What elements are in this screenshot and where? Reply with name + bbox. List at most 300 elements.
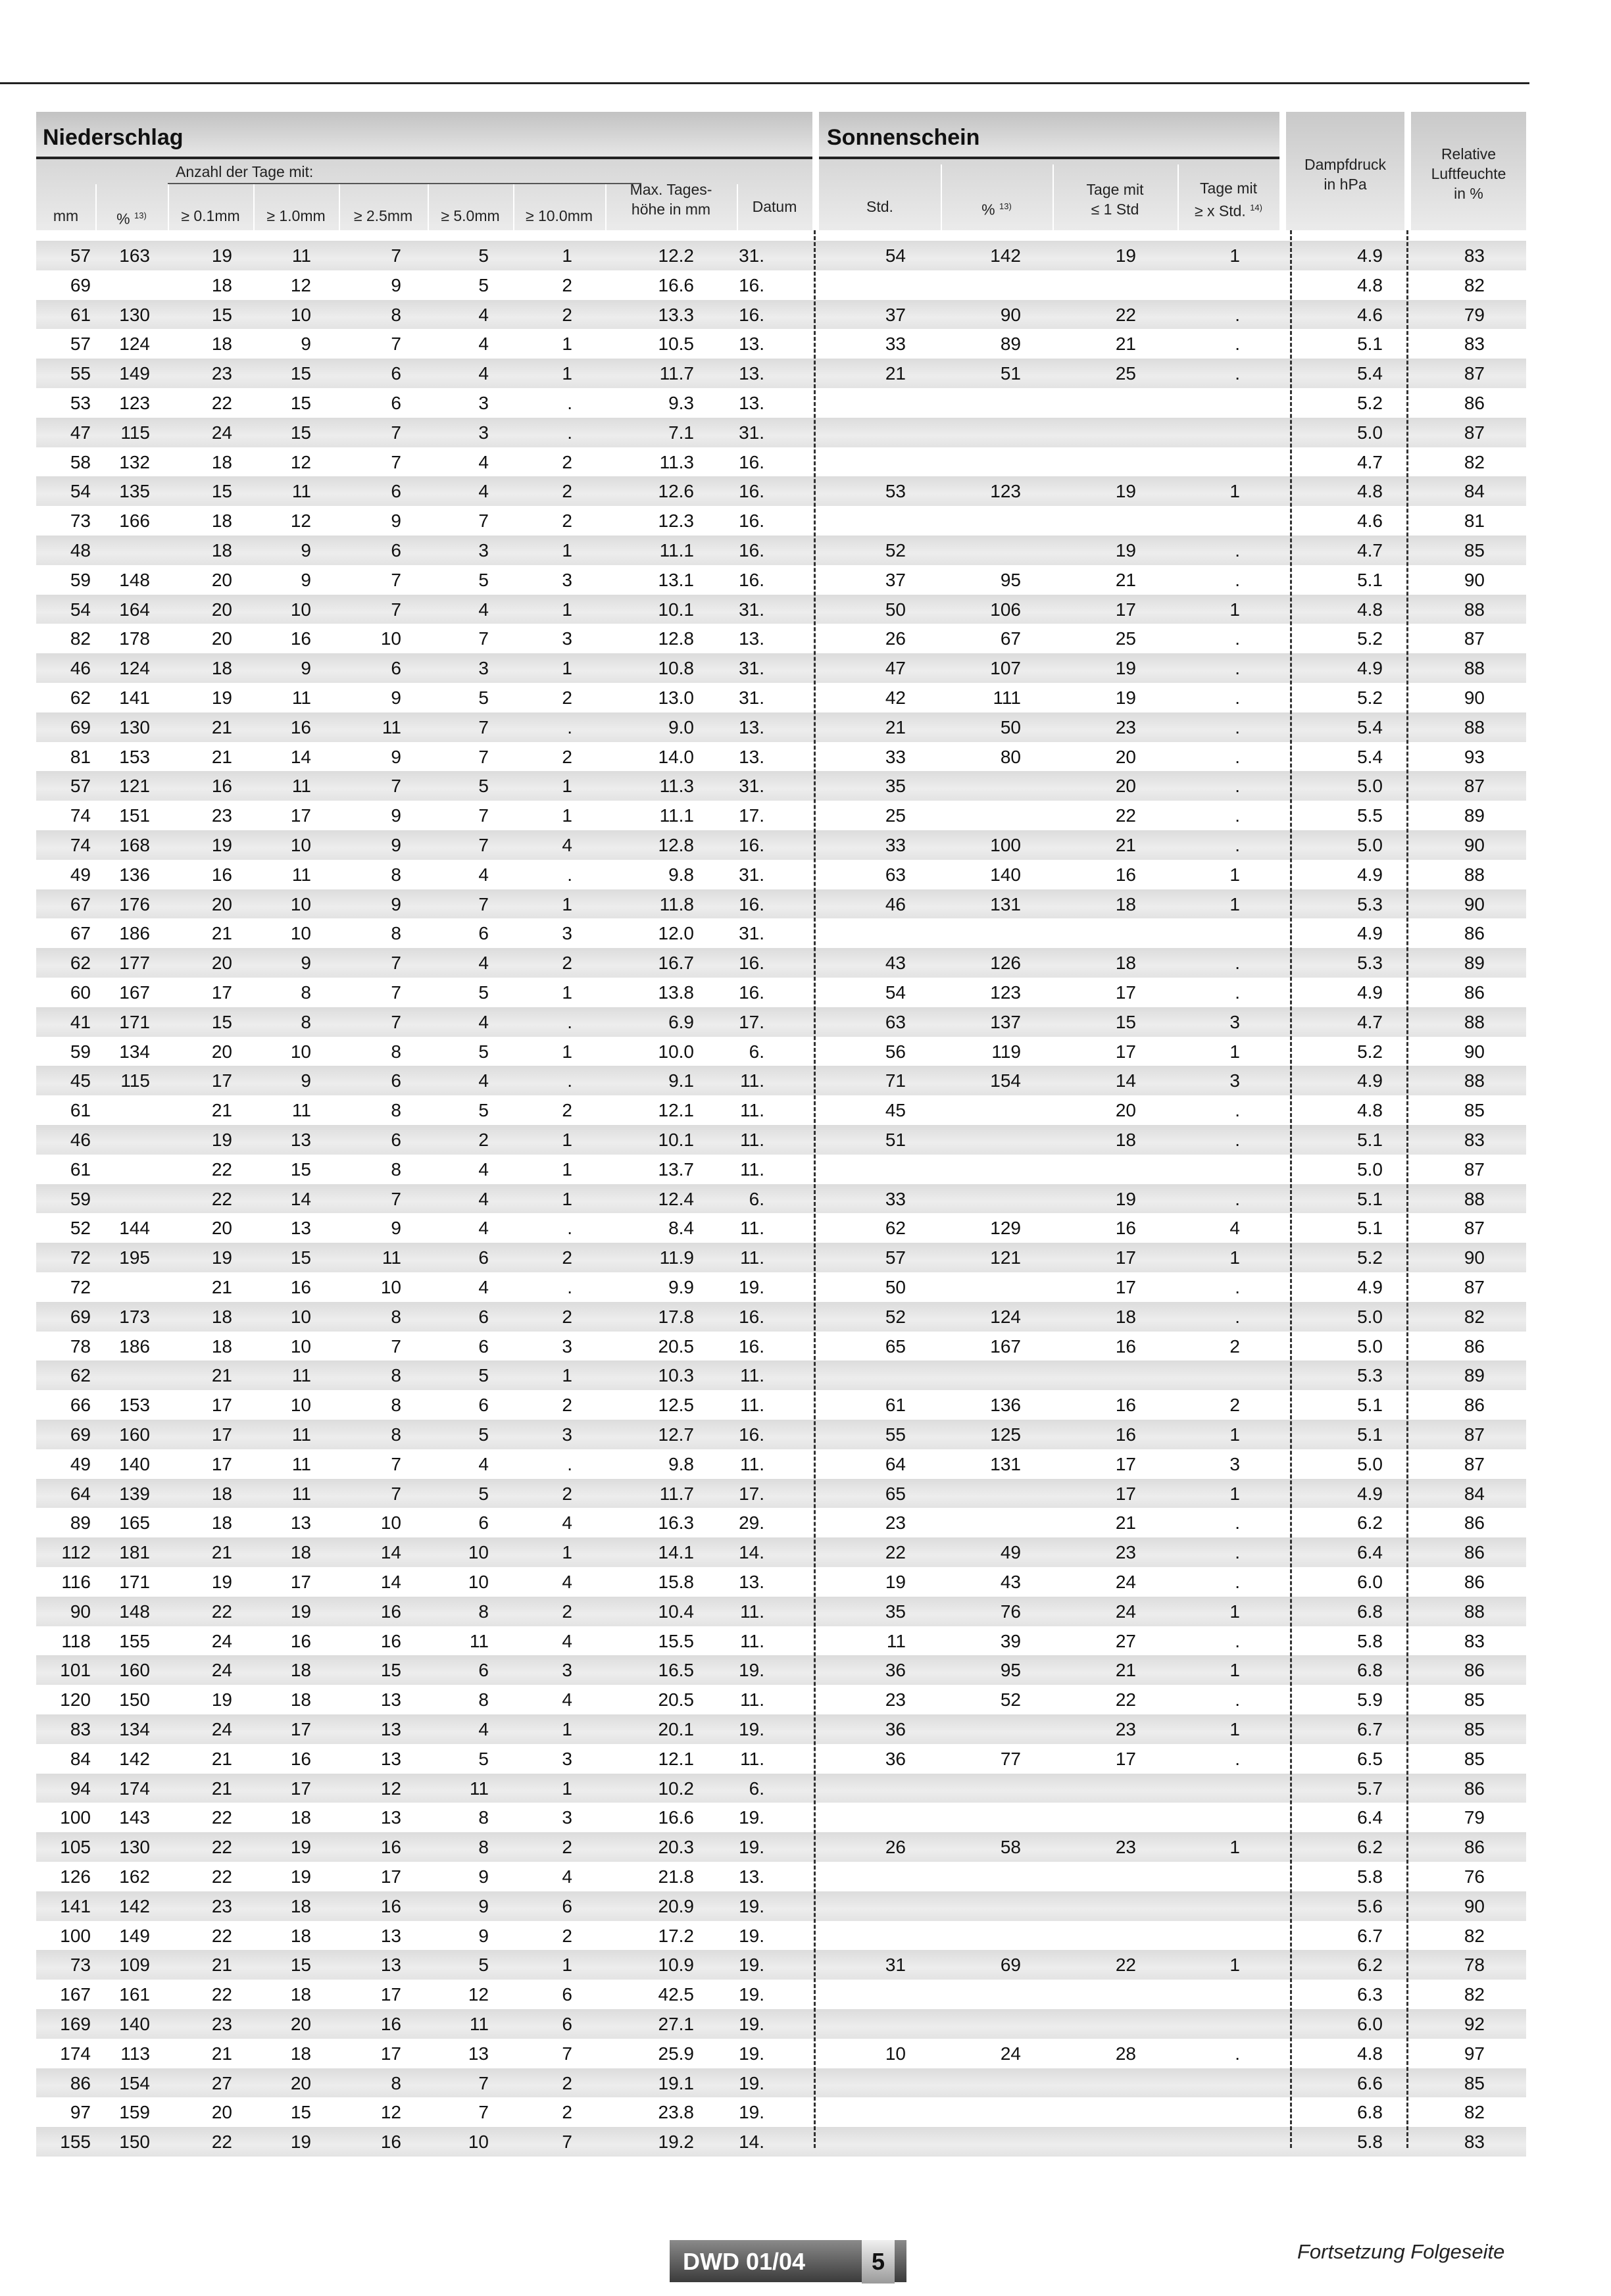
cell-d100: . [567,1011,572,1032]
table-row [36,2009,1526,2039]
cell-d50: 5 [478,1041,489,1062]
cell-datum: 6. [749,1188,764,1209]
cell-tage1: 16 [1115,1395,1136,1416]
cell-d10: 10 [290,1306,311,1327]
table-row [36,1685,1526,1714]
cell-d25: 8 [391,1100,401,1121]
cell-datum: 13. [739,1572,764,1592]
cell-dampf: 4.7 [1357,1011,1383,1032]
cell-d10: 16 [290,628,311,649]
cell-spct: 50 [1000,716,1021,737]
cell-mm: 48 [70,540,91,561]
cell-rel: 86 [1464,1660,1485,1681]
cell-d50: 7 [478,746,489,767]
cell-max: 13.7 [658,1159,694,1180]
cell-d50: 4 [478,1277,489,1297]
cell-d50: 8 [478,1601,489,1622]
cell-d50: 7 [478,805,489,826]
cell-tage2 [1161,1862,1240,1891]
cell-d01: 19 [211,1572,232,1592]
cell-mm: 141 [60,1895,91,1916]
cell-tage2: 1 [1229,599,1240,620]
cell-mm: 61 [70,1100,91,1121]
cell-dampf: 6.3 [1357,1984,1383,2005]
cell-spct: 80 [1000,746,1021,767]
cell-tage2: . [1235,1512,1240,1534]
table-row [36,1655,1526,1685]
cell-rel: 84 [1464,481,1485,502]
cell-datum: 16. [739,835,764,855]
cell-tage2 [1161,918,1240,948]
cell-mm: 100 [60,1925,91,1946]
header-dampf-1: Dampfdruck [1304,156,1386,173]
cell-d100: . [567,1277,572,1297]
cell-datum: 31. [739,864,764,885]
cell-spct [942,1125,1021,1155]
table-row [36,889,1526,919]
cell-std: 63 [885,1011,906,1032]
cell-dampf: 5.2 [1357,1041,1383,1062]
header-spct [941,197,1053,219]
cell-pct: 115 [120,422,150,443]
cell-spct: 124 [990,1306,1021,1327]
cell-d50: 11 [469,2014,489,2034]
table-row [36,1921,1526,1951]
cell-d25: 16 [380,1895,401,1916]
cell-d10: 17 [290,1778,311,1799]
cell-pct: 148 [119,569,150,590]
cell-pct: 167 [119,982,150,1003]
cell-tage1: 18 [1115,1306,1136,1327]
cell-d01: 22 [211,1837,232,1858]
cell-d25: 7 [391,422,401,443]
cell-rel: 90 [1464,1247,1485,1268]
cell-spct: 90 [1000,304,1021,325]
cell-tage1: 28 [1115,2043,1136,2064]
cell-mm: 118 [61,1630,91,1651]
cell-d50: 3 [478,393,489,413]
cell-tage1 [1057,388,1136,418]
cell-dampf: 5.0 [1357,422,1383,443]
cell-pct: 153 [119,1395,150,1416]
header-d25: ≥ 2.5mm [353,207,413,224]
cell-mm: 49 [70,1453,91,1474]
table-row [36,1626,1526,1656]
cell-d100: 1 [562,1365,572,1386]
cell-dampf: 6.6 [1357,2072,1383,2093]
luftfeuchte-header [1411,112,1526,230]
cell-std: 33 [885,1188,906,1209]
cell-std [827,1891,906,1921]
cell-tage1: 17 [1115,1041,1136,1062]
cell-datum: 19. [739,2072,764,2093]
cell-tage1: 21 [1115,569,1136,590]
cell-datum: 19. [739,1719,764,1739]
cell-d01: 23 [211,1895,232,1916]
table-row [36,1007,1526,1037]
cell-d100: 3 [562,1807,572,1828]
header-max-1: Max. Tages- [630,181,712,198]
cell-tage1 [1057,418,1136,447]
cell-d50: 4 [478,363,489,384]
cell-d25: 8 [391,864,401,885]
cell-mm: 62 [70,1365,91,1386]
cell-spct [942,2068,1021,2098]
cell-tage1: 25 [1115,363,1136,384]
cell-dampf: 6.7 [1357,1719,1383,1739]
cell-d25: 13 [380,1748,401,1769]
cell-pct: 174 [119,1778,150,1799]
cell-tage1: 18 [1115,953,1136,974]
cell-d50: 5 [478,1100,489,1121]
cell-rel: 87 [1464,1218,1485,1239]
cell-spct: 123 [990,982,1021,1003]
cell-datum: 16. [739,481,764,502]
cell-d10: 16 [290,1630,311,1651]
cell-datum: 16. [739,1424,764,1445]
cell-d50: 9 [478,1925,489,1946]
table-row [36,1597,1526,1626]
cell-spct: 154 [990,1070,1021,1091]
cell-rel: 87 [1464,1424,1485,1445]
cell-mm: 112 [61,1542,91,1563]
header-max-2: höhe in mm [631,201,711,218]
cell-mm: 69 [70,1424,91,1445]
cell-d01: 18 [211,1335,232,1357]
cell-tage2: 1 [1229,893,1240,914]
cell-dampf: 5.1 [1357,1424,1383,1445]
cell-mm: 120 [60,1689,91,1710]
cell-d50: 4 [478,1159,489,1180]
cell-std: 36 [885,1719,906,1739]
cell-mm: 52 [70,1218,91,1239]
cell-d50: 5 [478,245,489,266]
cell-mm: 97 [70,2102,91,2123]
cell-tage1: 14 [1115,1070,1136,1091]
cell-tage1: 17 [1115,1247,1136,1268]
cell-d50: 12 [468,1984,489,2005]
cell-pct: 155 [119,1630,150,1651]
cell-datum: 19. [739,1955,764,1976]
cell-d01: 21 [211,1100,232,1121]
cell-std [827,270,906,300]
cell-d100: 1 [562,1778,572,1799]
cell-d01: 20 [211,953,232,974]
cell-d10: 12 [290,511,311,532]
table-row [36,595,1526,624]
sonnenschein-header [819,112,1279,230]
cell-tage2: . [1235,1748,1240,1769]
cell-d100: 1 [562,1719,572,1739]
cell-d10: 19 [290,1601,311,1622]
cell-dampf: 6.7 [1357,1925,1383,1946]
cell-tage1: 20 [1115,1100,1136,1121]
cell-rel: 86 [1464,1572,1485,1592]
cell-d25: 7 [391,569,401,590]
cell-d100: 1 [562,363,572,384]
cell-spct: 95 [1000,1660,1021,1681]
cell-d100: 3 [562,923,572,944]
separator-dashed [1406,230,1408,2148]
cell-pct: 140 [119,2014,150,2034]
cell-d25: 9 [391,746,401,767]
table-row [36,1714,1526,1744]
cell-rel: 83 [1464,2132,1485,2153]
cell-d50: 9 [478,1866,489,1887]
cell-d100: 1 [562,599,572,620]
cell-dampf: 5.1 [1357,569,1383,590]
cell-d100: . [567,1218,572,1239]
cell-tage1 [1057,1921,1136,1951]
cell-datum: 19. [739,2014,764,2034]
cell-spct [942,2009,1021,2039]
cell-spct: 58 [1000,1837,1021,1858]
cell-mm: 57 [70,334,91,355]
cell-d01: 18 [211,334,232,355]
cell-dampf: 5.1 [1357,1188,1383,1209]
header-pct [95,207,168,228]
cell-tage1 [1057,2097,1136,2127]
cell-d50: 5 [478,1365,489,1386]
cell-d100: 3 [562,569,572,590]
cell-rel: 88 [1464,1011,1485,1032]
cell-tage1: 23 [1115,716,1136,737]
top-rule [0,82,1529,84]
cell-d25: 7 [391,451,401,472]
cell-mm: 46 [70,658,91,679]
cell-mm: 90 [70,1601,91,1622]
cell-spct [942,1891,1021,1921]
cell-d100: 2 [562,451,572,472]
cell-max: 10.3 [658,1365,694,1386]
cell-dampf: 5.1 [1357,1130,1383,1150]
cell-max: 6.9 [668,1011,694,1032]
cell-max: 13.3 [658,304,694,325]
cell-max: 8.4 [668,1218,694,1239]
cell-tage1: 24 [1115,1572,1136,1592]
cell-d50: 4 [478,1218,489,1239]
cell-rel: 90 [1464,893,1485,914]
cell-d50: 8 [478,1689,489,1710]
cell-d50: 6 [478,923,489,944]
cell-rel: 86 [1464,1395,1485,1416]
cell-dampf: 5.2 [1357,687,1383,708]
cell-d100: 2 [562,746,572,767]
cell-mm: 45 [70,1070,91,1091]
table-row [36,1832,1526,1862]
cell-dampf: 5.1 [1357,334,1383,355]
footer-page-number: 5 [862,2240,895,2284]
cell-mm: 84 [70,1748,91,1769]
cell-mm: 89 [70,1512,91,1534]
table-row [36,1449,1526,1479]
cell-pct: 168 [119,835,150,855]
cell-dampf: 5.8 [1357,1866,1383,1887]
cell-d25: 8 [391,923,401,944]
cell-rel: 90 [1464,1895,1485,1916]
cell-mm: 60 [70,982,91,1003]
cell-d50: 7 [478,628,489,649]
cell-tage2: . [1235,1188,1240,1209]
cell-d01: 22 [211,1984,232,2005]
cell-std: 47 [885,658,906,679]
cell-rel: 78 [1464,1955,1485,1976]
cell-tage2: . [1235,628,1240,649]
cell-max: 10.4 [658,1601,694,1622]
cell-d10: 15 [290,422,311,443]
cell-d50: 3 [478,540,489,561]
cell-rel: 86 [1464,1542,1485,1563]
cell-d25: 8 [391,304,401,325]
cell-max: 27.1 [658,2014,694,2034]
cell-tage1: 17 [1115,1453,1136,1474]
table-row [36,712,1526,742]
cell-tage1 [1057,1774,1136,1803]
cell-std: 54 [885,245,906,266]
cell-mm: 53 [70,393,91,413]
cell-dampf: 5.1 [1357,1395,1383,1416]
cell-max: 20.1 [658,1719,694,1739]
cell-tage2: 4 [1229,1218,1240,1239]
cell-dampf: 5.7 [1357,1778,1383,1799]
cell-d25: 8 [391,1395,401,1416]
cell-dampf: 6.4 [1357,1542,1383,1563]
cell-pct: 136 [119,864,150,885]
cell-max: 11.7 [659,363,694,384]
cell-tage2: 1 [1229,1719,1240,1739]
cell-datum: 14. [739,2132,764,2153]
cell-d50: 4 [478,451,489,472]
cell-spct [942,1155,1021,1184]
cell-d10: 14 [290,1188,311,1209]
cell-d10: 8 [301,1011,311,1032]
cell-datum: 19. [739,2043,764,2064]
cell-std: 50 [885,599,906,620]
cell-d25: 10 [380,1512,401,1534]
cell-datum: 11. [740,1395,764,1416]
cell-d01: 19 [211,1247,232,1268]
cell-pct [71,1184,150,1214]
cell-spct: 123 [990,481,1021,502]
cell-d100: 1 [562,540,572,561]
cell-tage2: . [1235,540,1240,561]
table-row [36,1390,1526,1420]
cell-rel: 81 [1464,511,1485,532]
cell-mm: 86 [70,2072,91,2093]
cell-pct: 144 [119,1218,150,1239]
cell-tage2: . [1235,334,1240,355]
cell-mm: 59 [70,1041,91,1062]
cell-spct [942,1714,1021,1744]
cell-tage2: 3 [1229,1011,1240,1032]
cell-max: 19.1 [658,2072,694,2093]
header-tage2-2 [1177,199,1279,220]
table-row [36,1037,1526,1066]
cell-d25: 12 [380,2102,401,2123]
cell-mm: 57 [70,245,91,266]
cell-d50: 4 [478,1719,489,1739]
cell-rel: 87 [1464,363,1485,384]
table-row [36,1184,1526,1214]
cell-max: 11.3 [659,776,694,797]
cell-pct: 115 [120,1070,150,1091]
cell-tage2: . [1235,1100,1240,1121]
table-row [36,742,1526,772]
table-row [36,2068,1526,2098]
cell-d100: 2 [562,2072,572,2093]
cell-d50: 7 [478,835,489,855]
cell-tage1 [1057,1891,1136,1921]
cell-d10: 10 [290,1041,311,1062]
cell-d01: 22 [211,393,232,413]
header-tage1-1: Tage mit [1086,181,1144,198]
cell-d100: 1 [562,805,572,826]
cell-d10: 11 [291,1365,311,1386]
cell-d10: 18 [290,1689,311,1710]
cell-pct: 142 [119,1895,150,1916]
table-row [36,830,1526,860]
cell-dampf: 5.3 [1357,893,1383,914]
col-sep [1177,164,1179,230]
cell-max: 15.5 [658,1630,694,1651]
cell-std: 64 [885,1453,906,1474]
cell-spct: 131 [990,1453,1021,1474]
cell-d01: 22 [211,2132,232,2153]
cell-rel: 88 [1464,1070,1485,1091]
cell-dampf: 5.5 [1357,805,1383,826]
cell-d10: 9 [301,540,311,561]
cell-pct: 123 [119,393,150,413]
cell-std: 50 [885,1277,906,1297]
cell-spct: 52 [1000,1689,1021,1710]
header-pct-text: % [116,210,130,228]
table-row [36,1774,1526,1803]
cell-spct [942,1921,1021,1951]
cell-std [827,1360,906,1390]
cell-rel: 83 [1464,1630,1485,1651]
cell-d10: 11 [291,245,311,266]
cell-rel: 87 [1464,422,1485,443]
cell-d25: 6 [391,1070,401,1091]
cell-std: 61 [885,1395,906,1416]
cell-dampf: 5.4 [1357,363,1383,384]
cell-spct [942,771,1021,801]
cell-tage1 [1057,918,1136,948]
cell-d01: 19 [211,1689,232,1710]
cell-tage1: 20 [1115,776,1136,797]
cell-pct: 149 [119,363,150,384]
cell-d25: 16 [380,1837,401,1858]
cell-mm: 100 [60,1807,91,1828]
cell-d100: 4 [562,1512,572,1534]
cell-datum: 11. [740,1689,764,1710]
cell-d01: 24 [211,1630,232,1651]
cell-tage1: 21 [1115,835,1136,855]
cell-std: 25 [885,805,906,826]
cell-dampf: 5.0 [1357,776,1383,797]
cell-rel: 82 [1464,1306,1485,1327]
header-tage2-text: ≥ x Std. [1194,202,1246,220]
cell-tage2: 2 [1229,1395,1240,1416]
cell-mm: 62 [70,687,91,708]
cell-pct: 121 [119,776,150,797]
table-row [36,2097,1526,2127]
cell-d100: 4 [562,1572,572,1592]
cell-spct: 107 [990,658,1021,679]
cell-d25: 6 [391,540,401,561]
cell-datum: 14. [739,1542,764,1563]
cell-d01: 20 [211,1218,232,1239]
